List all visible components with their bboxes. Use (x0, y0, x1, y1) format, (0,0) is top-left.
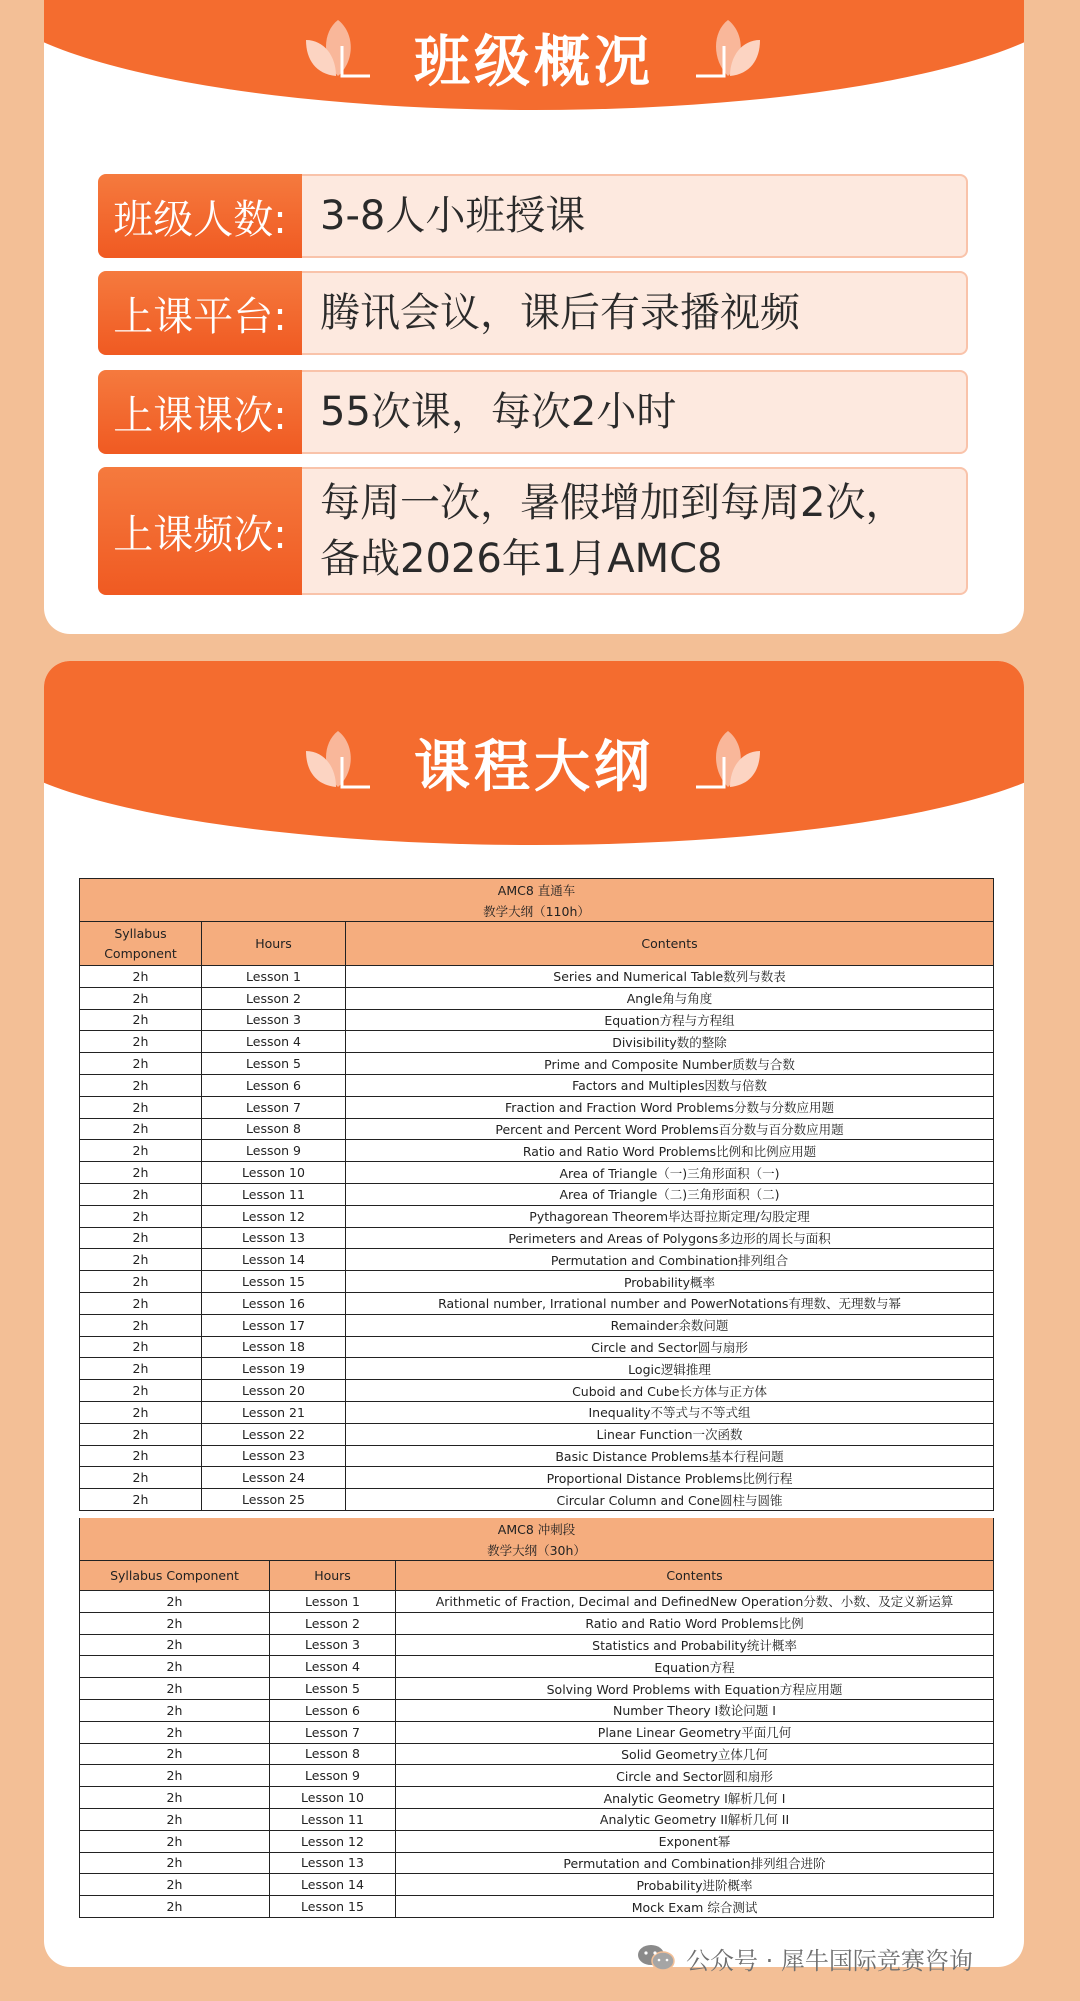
cell-component: 2h (80, 1787, 270, 1809)
table-row (80, 1162, 994, 1184)
table-row (80, 1808, 994, 1830)
cell-contents: Circular Column and Cone圆柱与圆锥 (346, 1489, 994, 1511)
cell-component: 2h (80, 1292, 202, 1314)
info-value-line: 每周一次，暑假增加到每周2次， (320, 480, 906, 526)
cell-hours: Lesson 2 (270, 1612, 396, 1634)
cell-contents: Plane Linear Geometry平面几何 (396, 1721, 994, 1743)
info-row-platform (98, 271, 968, 355)
cell-contents: Mock Exam 综合测试 (396, 1896, 994, 1918)
cell-contents: Analytic Geometry II解析几何 II (396, 1808, 994, 1830)
cell-component: 2h (80, 1140, 202, 1162)
cell-contents: Probability概率 (346, 1271, 994, 1293)
cell-hours: Lesson 7 (202, 1096, 346, 1118)
table-row (80, 1612, 994, 1634)
table-row (80, 1874, 994, 1896)
table-row (80, 1678, 994, 1700)
cell-contents: Prime and Composite Number质数与合数 (346, 1053, 994, 1075)
cell-hours: Lesson 19 (202, 1358, 346, 1380)
cell-hours: Lesson 4 (270, 1656, 396, 1678)
table-row (80, 966, 994, 988)
cell-component: 2h (80, 987, 202, 1009)
leaf-icon (692, 16, 764, 80)
cell-hours: Lesson 18 (202, 1336, 346, 1358)
cell-hours: Lesson 1 (202, 966, 346, 988)
cell-hours: Lesson 6 (202, 1074, 346, 1096)
wechat-icon (636, 1943, 676, 1973)
table-row (80, 1721, 994, 1743)
cell-contents: Circle and Sector圆与扇形 (346, 1336, 994, 1358)
cell-contents: Pythagorean Theorem毕达哥拉斯定理/勾股定理 (346, 1205, 994, 1227)
cell-hours: Lesson 3 (202, 1009, 346, 1031)
cell-component: 2h (80, 1830, 270, 1852)
info-label: 上课课次: (98, 370, 302, 454)
cell-component: 2h (80, 1401, 202, 1423)
table-row (80, 1765, 994, 1787)
cell-component: 2h (80, 1096, 202, 1118)
table-row (80, 1423, 994, 1445)
table-row (80, 1336, 994, 1358)
info-label: 上课频次: (98, 467, 302, 595)
cell-component: 2h (80, 1183, 202, 1205)
table-row (80, 1591, 994, 1613)
cell-contents: Series and Numerical Table数列与数表 (346, 966, 994, 988)
cell-contents: Divisibility数的整除 (346, 1031, 994, 1053)
cell-component: 2h (80, 1721, 270, 1743)
cell-contents: Probability进阶概率 (396, 1874, 994, 1896)
cell-contents: Solid Geometry立体几何 (396, 1743, 994, 1765)
syllabus-table-30h (79, 1518, 994, 1918)
table-row (80, 1249, 994, 1271)
table-row (80, 1053, 994, 1075)
cell-contents: Linear Function一次函数 (346, 1423, 994, 1445)
cell-component: 2h (80, 1249, 202, 1271)
cell-component: 2h (80, 1634, 270, 1656)
table-row (80, 987, 994, 1009)
syllabus-title: 课程大纲 (414, 735, 654, 800)
table-row (80, 1140, 994, 1162)
cell-contents: Arithmetic of Fraction, Decimal and DefinedNew Operation分数、小数、及定义新运算 (396, 1591, 994, 1613)
cell-contents: Ratio and Ratio Word Problems比例和比例应用题 (346, 1140, 994, 1162)
syllabus-card (44, 661, 1024, 1967)
cell-component: 2h (80, 1591, 270, 1613)
table-subtitle-row (80, 1539, 994, 1561)
info-row-sessions (98, 370, 968, 454)
watermark-text: 公众号 · 犀牛国际竞赛咨询 (686, 1946, 973, 1975)
table-row (80, 1205, 994, 1227)
cell-component: 2h (80, 1314, 202, 1336)
cell-component: 2h (80, 1053, 202, 1075)
cell-hours: Lesson 9 (202, 1140, 346, 1162)
cell-component: 2h (80, 1227, 202, 1249)
cell-component: 2h (80, 1808, 270, 1830)
overview-title: 班级概况 (414, 30, 654, 95)
cell-component: 2h (80, 1009, 202, 1031)
cell-hours: Lesson 22 (202, 1423, 346, 1445)
cell-hours: Lesson 1 (270, 1591, 396, 1613)
cell-contents: Area of Triangle（二)三角形面积（二) (346, 1183, 994, 1205)
cell-component: 2h (80, 1074, 202, 1096)
cell-contents: Solving Word Problems with Equation方程应用题 (396, 1678, 994, 1700)
cell-component: 2h (80, 1118, 202, 1140)
cell-hours: Lesson 12 (202, 1205, 346, 1227)
table-row (80, 1467, 994, 1489)
table-title: AMC8 直通车 (80, 879, 994, 901)
cell-contents: Analytic Geometry I解析几何 I (396, 1787, 994, 1809)
info-row-frequency (98, 467, 968, 595)
info-value: 3-8人小班授课 (302, 174, 968, 258)
table-row (80, 1634, 994, 1656)
cell-contents: Area of Triangle（一)三角形面积（一) (346, 1162, 994, 1184)
table-header-row (80, 1561, 994, 1591)
class-overview-card (44, 0, 1024, 634)
table-row (80, 1743, 994, 1765)
cell-hours: Lesson 25 (202, 1489, 346, 1511)
table-row (80, 1096, 994, 1118)
info-row-class-size (98, 174, 968, 258)
watermark (636, 1938, 973, 1978)
table-row (80, 1401, 994, 1423)
cell-component: 2h (80, 1423, 202, 1445)
table-row (80, 1852, 994, 1874)
cell-component: 2h (80, 1271, 202, 1293)
cell-contents: Number Theory I数论问题 I (396, 1699, 994, 1721)
table-row (80, 1009, 994, 1031)
cell-component: 2h (80, 1874, 270, 1896)
cell-hours: Lesson 23 (202, 1445, 346, 1467)
cell-hours: Lesson 10 (202, 1162, 346, 1184)
cell-component: 2h (80, 1031, 202, 1053)
cell-hours: Lesson 2 (202, 987, 346, 1009)
info-value-line: 备战2026年1月AMC8 (320, 536, 723, 582)
cell-hours: Lesson 15 (270, 1896, 396, 1918)
info-value (302, 467, 968, 595)
table-subtitle-row (80, 900, 994, 922)
header-component: Syllabus Component (80, 1561, 270, 1591)
table-row (80, 1183, 994, 1205)
cell-hours: Lesson 4 (202, 1031, 346, 1053)
cell-component: 2h (80, 1205, 202, 1227)
info-value: 腾讯会议，课后有录播视频 (302, 271, 968, 355)
table-subtitle: 教学大纲（30h） (80, 1539, 994, 1561)
table-row (80, 1830, 994, 1852)
header-hours: Hours (202, 922, 346, 966)
cell-hours: Lesson 14 (270, 1874, 396, 1896)
cell-hours: Lesson 11 (202, 1183, 346, 1205)
cell-component: 2h (80, 1612, 270, 1634)
table-row (80, 1699, 994, 1721)
table-row (80, 1118, 994, 1140)
table-title-row (80, 879, 994, 901)
cell-component: 2h (80, 1336, 202, 1358)
cell-hours: Lesson 5 (270, 1678, 396, 1700)
leaf-icon (692, 727, 764, 791)
cell-contents: Remainder余数问题 (346, 1314, 994, 1336)
table-header-row (80, 922, 994, 966)
info-label: 上课平台: (98, 271, 302, 355)
cell-contents: Fraction and Fraction Word Problems分数与分数应用题 (346, 1096, 994, 1118)
syllabus-table-110h (79, 878, 994, 1511)
cell-component: 2h (80, 1162, 202, 1184)
cell-hours: Lesson 13 (202, 1227, 346, 1249)
cell-hours: Lesson 12 (270, 1830, 396, 1852)
cell-contents: Ratio and Ratio Word Problems比例 (396, 1612, 994, 1634)
cell-contents: Basic Distance Problems基本行程问题 (346, 1445, 994, 1467)
table-row (80, 1380, 994, 1402)
table-row (80, 1271, 994, 1293)
cell-hours: Lesson 24 (202, 1467, 346, 1489)
cell-hours: Lesson 11 (270, 1808, 396, 1830)
cell-hours: Lesson 16 (202, 1292, 346, 1314)
cell-component: 2h (80, 1656, 270, 1678)
cell-component: 2h (80, 1380, 202, 1402)
cell-contents: Circle and Sector圆和扇形 (396, 1765, 994, 1787)
cell-component: 2h (80, 1358, 202, 1380)
table-title: AMC8 冲刺段 (80, 1518, 994, 1539)
cell-component: 2h (80, 1896, 270, 1918)
cell-component: 2h (80, 1678, 270, 1700)
cell-contents: Proportional Distance Problems比例行程 (346, 1467, 994, 1489)
cell-contents: Rational number, Irrational number and PowerNotations有理数、无理数与幂 (346, 1292, 994, 1314)
cell-component: 2h (80, 1852, 270, 1874)
table-row (80, 1489, 994, 1511)
cell-contents: Inequality不等式与不等式组 (346, 1401, 994, 1423)
cell-hours: Lesson 15 (202, 1271, 346, 1293)
cell-component: 2h (80, 1743, 270, 1765)
cell-contents: Permutation and Combination排列组合进阶 (396, 1852, 994, 1874)
cell-hours: Lesson 9 (270, 1765, 396, 1787)
table-row (80, 1314, 994, 1336)
cell-hours: Lesson 10 (270, 1787, 396, 1809)
table-row (80, 1358, 994, 1380)
cell-contents: Logic逻辑推理 (346, 1358, 994, 1380)
cell-hours: Lesson 8 (270, 1743, 396, 1765)
cell-hours: Lesson 5 (202, 1053, 346, 1075)
table-row (80, 1787, 994, 1809)
table-row (80, 1227, 994, 1249)
cell-contents: Percent and Percent Word Problems百分数与百分数应用题 (346, 1118, 994, 1140)
cell-hours: Lesson 3 (270, 1634, 396, 1656)
header-contents: Contents (396, 1561, 994, 1591)
cell-component: 2h (80, 1699, 270, 1721)
table-row (80, 1656, 994, 1678)
info-value: 55次课，每次2小时 (302, 370, 968, 454)
cell-contents: Statistics and Probability统计概率 (396, 1634, 994, 1656)
cell-component: 2h (80, 1445, 202, 1467)
cell-hours: Lesson 17 (202, 1314, 346, 1336)
table-subtitle: 教学大纲（110h） (80, 900, 994, 922)
cell-contents: Equation方程 (396, 1656, 994, 1678)
table-row (80, 1074, 994, 1096)
cell-hours: Lesson 8 (202, 1118, 346, 1140)
header-hours: Hours (270, 1561, 396, 1591)
cell-component: 2h (80, 1489, 202, 1511)
header-component: Syllabus Component (80, 922, 202, 966)
cell-contents: Angle角与角度 (346, 987, 994, 1009)
cell-contents: Equation方程与方程组 (346, 1009, 994, 1031)
cell-hours: Lesson 7 (270, 1721, 396, 1743)
cell-hours: Lesson 20 (202, 1380, 346, 1402)
cell-contents: Cuboid and Cube长方体与正方体 (346, 1380, 994, 1402)
cell-contents: Perimeters and Areas of Polygons多边形的周长与面积 (346, 1227, 994, 1249)
cell-contents: Permutation and Combination排列组合 (346, 1249, 994, 1271)
table-row (80, 1896, 994, 1918)
info-label: 班级人数: (98, 174, 302, 258)
header-contents: Contents (346, 922, 994, 966)
cell-hours: Lesson 14 (202, 1249, 346, 1271)
cell-component: 2h (80, 1467, 202, 1489)
table-row (80, 1292, 994, 1314)
cell-hours: Lesson 13 (270, 1852, 396, 1874)
cell-component: 2h (80, 1765, 270, 1787)
cell-contents: Exponent幂 (396, 1830, 994, 1852)
table-row (80, 1445, 994, 1467)
cell-contents: Factors and Multiples因数与倍数 (346, 1074, 994, 1096)
cell-hours: Lesson 21 (202, 1401, 346, 1423)
table-row (80, 1031, 994, 1053)
table-title-row (80, 1518, 994, 1539)
cell-hours: Lesson 6 (270, 1699, 396, 1721)
cell-component: 2h (80, 966, 202, 988)
